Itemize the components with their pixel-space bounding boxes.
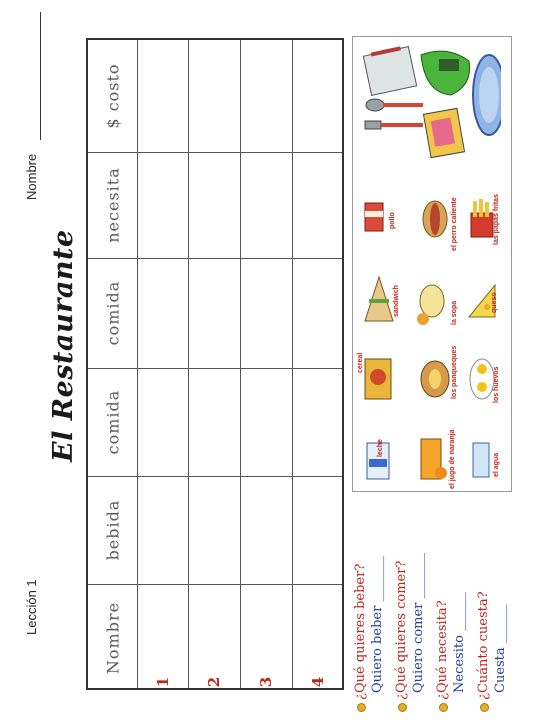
row-number: 4	[309, 676, 327, 688]
food-label-jugo: el jugo de naranja	[449, 429, 456, 489]
bullet-icon	[439, 703, 448, 712]
food-label-agua: el agua	[493, 452, 500, 477]
sandwich-icon	[361, 273, 397, 325]
food-label-sopa: la sopa	[451, 300, 458, 325]
answer-1: Quiero beber _______	[370, 556, 385, 693]
header-comida-1: comida	[103, 389, 123, 455]
food-label-sandwich: sandwich	[393, 285, 400, 317]
row-number: 1	[154, 676, 172, 688]
answer-3: Necesito ______	[452, 591, 467, 693]
food-label-huevos: los huevos	[493, 366, 500, 403]
row-number: 3	[257, 676, 275, 688]
food-label-papas: las papas fritas	[493, 194, 500, 245]
answer-2: Quiero comer _______	[411, 552, 426, 693]
pancakes-icon	[415, 357, 455, 401]
header-bebida: bebida	[103, 499, 123, 561]
question-2: ¿Qué quieres comer?	[394, 560, 409, 700]
table-divider	[292, 40, 293, 688]
bullet-icon	[357, 703, 366, 712]
food-label-cereal: cereal	[357, 352, 364, 373]
orange-juice-icon	[413, 433, 449, 485]
order-table	[86, 38, 344, 690]
water-icon	[465, 437, 495, 483]
bullet-icon	[398, 703, 407, 712]
soup-icon	[415, 279, 449, 325]
name-line	[40, 12, 41, 140]
food-label-panqueques: los panqueques	[451, 345, 458, 399]
menu-icon	[423, 107, 467, 163]
header-necesita: necesita	[103, 167, 123, 243]
hotdog-icon	[415, 197, 455, 241]
header-comida-2: comida	[103, 280, 123, 346]
food-picture-panel	[352, 36, 512, 492]
table-divider	[240, 40, 241, 688]
header-costo: $ costo	[103, 63, 123, 129]
answer-4: Cuesta ______	[493, 604, 508, 693]
page-title: El Restaurante	[48, 229, 79, 462]
question-1: ¿Qué quieres beber?	[353, 563, 368, 700]
cereal-icon	[361, 355, 395, 403]
name-label: Nombre	[24, 153, 39, 200]
lesson-label: Lección 1	[24, 579, 39, 635]
chicken-icon	[361, 197, 387, 237]
table-divider	[188, 40, 189, 688]
food-label-leche: leche	[377, 439, 384, 457]
bullet-icon	[480, 703, 489, 712]
question-3: ¿Qué necesita?	[435, 600, 450, 700]
food-label-perro: el perro caliente	[451, 197, 458, 251]
row-number: 2	[205, 676, 223, 688]
header-nombre: Nombre	[103, 601, 123, 675]
utensils-icon	[363, 97, 427, 137]
food-label-pollo: pollo	[389, 212, 396, 229]
food-label-queso: queso	[491, 292, 498, 313]
question-4: ¿Cuánto cuesta?	[476, 591, 491, 700]
